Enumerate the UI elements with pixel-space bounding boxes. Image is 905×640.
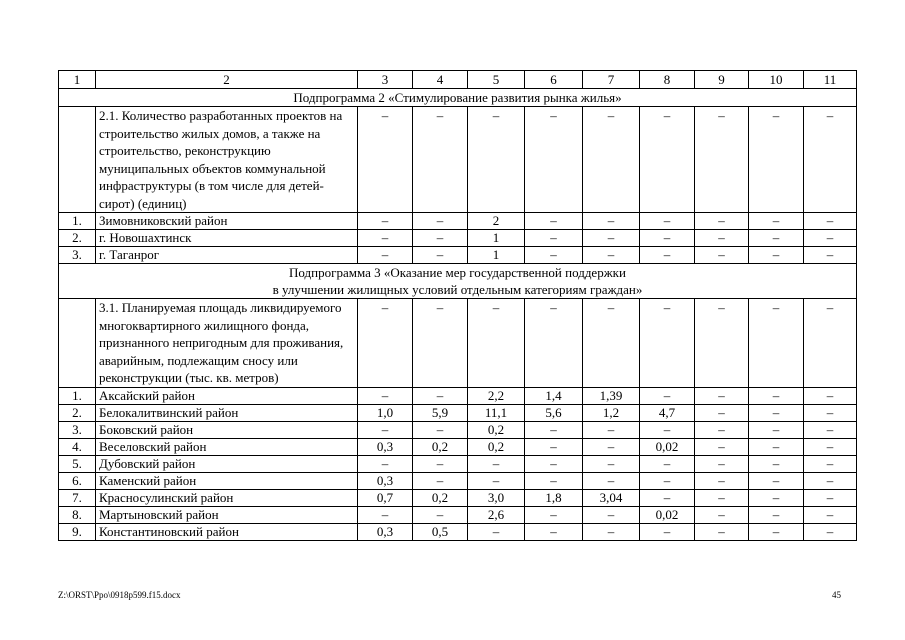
- value-cell: –: [804, 523, 857, 540]
- indicator-value-cell: –: [583, 299, 640, 388]
- table-row: [59, 489, 857, 506]
- value-cell: –: [749, 213, 804, 230]
- table-row: [59, 506, 857, 523]
- value-cell: –: [749, 404, 804, 421]
- value-cell: –: [804, 455, 857, 472]
- value-cell: 2,6: [468, 506, 525, 523]
- value-cell: –: [640, 230, 695, 247]
- value-cell: –: [749, 506, 804, 523]
- document-file-path: Z:\ORST\Ppo\0918p599.f15.docx: [58, 590, 181, 600]
- column-number-cell: 4: [413, 71, 468, 89]
- value-cell: –: [804, 247, 857, 264]
- value-cell: –: [695, 438, 749, 455]
- value-cell: –: [583, 523, 640, 540]
- value-cell: –: [695, 247, 749, 264]
- district-name-cell: Зимовниковский район: [96, 213, 358, 230]
- value-cell: –: [695, 506, 749, 523]
- district-name-cell: Аксайский район: [96, 387, 358, 404]
- value-cell: –: [525, 213, 583, 230]
- value-cell: 0,5: [413, 523, 468, 540]
- value-cell: –: [749, 523, 804, 540]
- value-cell: 1,8: [525, 489, 583, 506]
- table-body: [59, 71, 857, 541]
- value-cell: –: [749, 247, 804, 264]
- table-row: [59, 421, 857, 438]
- column-number-cell: 9: [695, 71, 749, 89]
- value-cell: –: [583, 506, 640, 523]
- value-cell: –: [804, 387, 857, 404]
- section-title-line: Подпрограмма 2 «Стимулирование развития рынка жилья»: [293, 90, 622, 105]
- value-cell: –: [695, 421, 749, 438]
- value-cell: 0,3: [358, 472, 413, 489]
- value-cell: –: [583, 421, 640, 438]
- indicator-value-cell: –: [804, 107, 857, 213]
- value-cell: 0,2: [468, 421, 525, 438]
- value-cell: 5,9: [413, 404, 468, 421]
- value-cell: –: [358, 421, 413, 438]
- value-cell: –: [413, 472, 468, 489]
- table-row: [59, 523, 857, 540]
- value-cell: 2: [468, 213, 525, 230]
- value-cell: 5,6: [525, 404, 583, 421]
- value-cell: –: [804, 421, 857, 438]
- table-row: [59, 387, 857, 404]
- value-cell: –: [749, 489, 804, 506]
- row-number-cell: 5.: [59, 455, 96, 472]
- value-cell: 0,2: [413, 489, 468, 506]
- indicator-value-cell: –: [695, 299, 749, 388]
- value-cell: –: [525, 230, 583, 247]
- value-cell: –: [583, 213, 640, 230]
- indicator-value-cell: –: [640, 107, 695, 213]
- indicator-table: [58, 70, 857, 541]
- value-cell: –: [468, 455, 525, 472]
- table-row: [59, 438, 857, 455]
- indicator-value-cell: –: [749, 107, 804, 213]
- column-number-cell: 6: [525, 71, 583, 89]
- value-cell: 0,2: [468, 438, 525, 455]
- indicator-value-cell: –: [640, 299, 695, 388]
- table-row: [59, 455, 857, 472]
- district-name-cell: Каменский район: [96, 472, 358, 489]
- value-cell: –: [749, 387, 804, 404]
- section-title-line: Подпрограмма 3 «Оказание мер государственной поддержки: [289, 265, 626, 280]
- value-cell: –: [640, 523, 695, 540]
- value-cell: –: [358, 230, 413, 247]
- indicator-description: 3.1. Планируемая площадь ликвидируемого многоквартирного жилищного фонда, признанного непригодным для проживания, аварийным, подлежащим сносу или реконструкции (тыс. кв. метров): [96, 299, 358, 388]
- value-cell: –: [749, 421, 804, 438]
- row-number-cell: 7.: [59, 489, 96, 506]
- row-number-cell: 1.: [59, 387, 96, 404]
- value-cell: –: [695, 387, 749, 404]
- subprogram-3-title-row: [59, 264, 857, 299]
- indicator-value-cell: –: [358, 299, 413, 388]
- indicator-value-cell: –: [695, 107, 749, 213]
- value-cell: –: [413, 213, 468, 230]
- value-cell: 0,2: [413, 438, 468, 455]
- value-cell: –: [525, 421, 583, 438]
- value-cell: 0,3: [358, 523, 413, 540]
- value-cell: –: [695, 472, 749, 489]
- value-cell: –: [695, 489, 749, 506]
- value-cell: –: [525, 506, 583, 523]
- subprogram-2-title-row: [59, 89, 857, 107]
- value-cell: –: [525, 523, 583, 540]
- value-cell: 3,0: [468, 489, 525, 506]
- row-number-cell: 9.: [59, 523, 96, 540]
- value-cell: –: [804, 438, 857, 455]
- value-cell: 1,0: [358, 404, 413, 421]
- value-cell: –: [413, 421, 468, 438]
- value-cell: –: [640, 387, 695, 404]
- value-cell: –: [695, 404, 749, 421]
- value-cell: –: [468, 523, 525, 540]
- value-cell: –: [640, 213, 695, 230]
- indicator-value-cell: –: [358, 107, 413, 213]
- column-number-cell: 11: [804, 71, 857, 89]
- district-name-cell: г. Таганрог: [96, 247, 358, 264]
- value-cell: –: [640, 472, 695, 489]
- column-number-cell: 2: [96, 71, 358, 89]
- value-cell: –: [640, 489, 695, 506]
- value-cell: –: [695, 213, 749, 230]
- value-cell: –: [695, 523, 749, 540]
- value-cell: –: [695, 455, 749, 472]
- value-cell: –: [583, 438, 640, 455]
- indicator-value-cell: –: [413, 299, 468, 388]
- value-cell: 1: [468, 247, 525, 264]
- district-name-cell: Константиновский район: [96, 523, 358, 540]
- column-number-cell: 1: [59, 71, 96, 89]
- indicator-value-cell: –: [804, 299, 857, 388]
- indicator-value-cell: –: [749, 299, 804, 388]
- page-number: 45: [832, 590, 841, 600]
- indicator-value-cell: –: [525, 299, 583, 388]
- value-cell: –: [804, 472, 857, 489]
- row-number-cell: 3.: [59, 247, 96, 264]
- value-cell: –: [413, 247, 468, 264]
- table-row: [59, 247, 857, 264]
- value-cell: 1,4: [525, 387, 583, 404]
- row-number-cell: 2.: [59, 230, 96, 247]
- district-name-cell: Красносулинский район: [96, 489, 358, 506]
- value-cell: –: [583, 247, 640, 264]
- value-cell: –: [525, 472, 583, 489]
- value-cell: –: [413, 455, 468, 472]
- value-cell: 11,1: [468, 404, 525, 421]
- table-row: [59, 213, 857, 230]
- indicator-value-cell: –: [468, 107, 525, 213]
- row-number-cell: 4.: [59, 438, 96, 455]
- value-cell: –: [749, 472, 804, 489]
- indicator-value-cell: –: [413, 107, 468, 213]
- value-cell: –: [583, 455, 640, 472]
- value-cell: –: [640, 247, 695, 264]
- district-name-cell: Боковский район: [96, 421, 358, 438]
- district-name-cell: Веселовский район: [96, 438, 358, 455]
- value-cell: –: [525, 438, 583, 455]
- value-cell: –: [468, 472, 525, 489]
- indicator-value-cell: –: [525, 107, 583, 213]
- value-cell: –: [640, 455, 695, 472]
- row-number-cell: 3.: [59, 421, 96, 438]
- value-cell: –: [804, 404, 857, 421]
- district-name-cell: Мартыновский район: [96, 506, 358, 523]
- row-number-cell: 8.: [59, 506, 96, 523]
- table-row: [59, 230, 857, 247]
- value-cell: –: [358, 506, 413, 523]
- value-cell: 0,02: [640, 438, 695, 455]
- row-number-cell: 6.: [59, 472, 96, 489]
- indicator-number-cell: [59, 107, 96, 213]
- value-cell: 1: [468, 230, 525, 247]
- column-number-cell: 3: [358, 71, 413, 89]
- indicator-value-cell: –: [468, 299, 525, 388]
- value-cell: 0,7: [358, 489, 413, 506]
- district-name-cell: Белокалитвинский район: [96, 404, 358, 421]
- value-cell: 1,2: [583, 404, 640, 421]
- value-cell: 3,04: [583, 489, 640, 506]
- value-cell: –: [749, 230, 804, 247]
- indicator-2-1-row: [59, 107, 857, 213]
- value-cell: –: [358, 455, 413, 472]
- subprogram-2-title: [59, 89, 857, 107]
- indicator-value-cell: –: [583, 107, 640, 213]
- value-cell: 4,7: [640, 404, 695, 421]
- subprogram-3-title: [59, 264, 857, 299]
- table-row: [59, 472, 857, 489]
- column-number-cell: 7: [583, 71, 640, 89]
- value-cell: –: [358, 247, 413, 264]
- value-cell: –: [413, 387, 468, 404]
- value-cell: 0,3: [358, 438, 413, 455]
- value-cell: –: [804, 506, 857, 523]
- value-cell: 2,2: [468, 387, 525, 404]
- value-cell: –: [804, 230, 857, 247]
- value-cell: –: [749, 438, 804, 455]
- value-cell: –: [695, 230, 749, 247]
- value-cell: –: [640, 421, 695, 438]
- value-cell: –: [804, 213, 857, 230]
- value-cell: –: [413, 230, 468, 247]
- value-cell: –: [525, 247, 583, 264]
- row-number-cell: 2.: [59, 404, 96, 421]
- indicator-number-cell: [59, 299, 96, 388]
- indicator-description: 2.1. Количество разработанных проектов на строительство жилых домов, а также на строительство, реконструкцию муниципальных объектов коммунальной инфраструктуры (в том числе для детей-сирот) (единиц): [96, 107, 358, 213]
- value-cell: –: [583, 230, 640, 247]
- table-row: [59, 404, 857, 421]
- value-cell: –: [358, 387, 413, 404]
- column-number-cell: 8: [640, 71, 695, 89]
- column-number-cell: 5: [468, 71, 525, 89]
- value-cell: –: [804, 489, 857, 506]
- district-name-cell: Дубовский район: [96, 455, 358, 472]
- value-cell: 0,02: [640, 506, 695, 523]
- value-cell: –: [583, 472, 640, 489]
- indicator-3-1-row: [59, 299, 857, 388]
- district-name-cell: г. Новошахтинск: [96, 230, 358, 247]
- value-cell: –: [525, 455, 583, 472]
- value-cell: –: [749, 455, 804, 472]
- row-number-cell: 1.: [59, 213, 96, 230]
- section-title-line: в улучшении жилищных условий отдельным категориям граждан»: [272, 282, 643, 297]
- column-number-header-row: [59, 71, 857, 89]
- value-cell: –: [413, 506, 468, 523]
- value-cell: 1,39: [583, 387, 640, 404]
- value-cell: –: [358, 213, 413, 230]
- column-number-cell: 10: [749, 71, 804, 89]
